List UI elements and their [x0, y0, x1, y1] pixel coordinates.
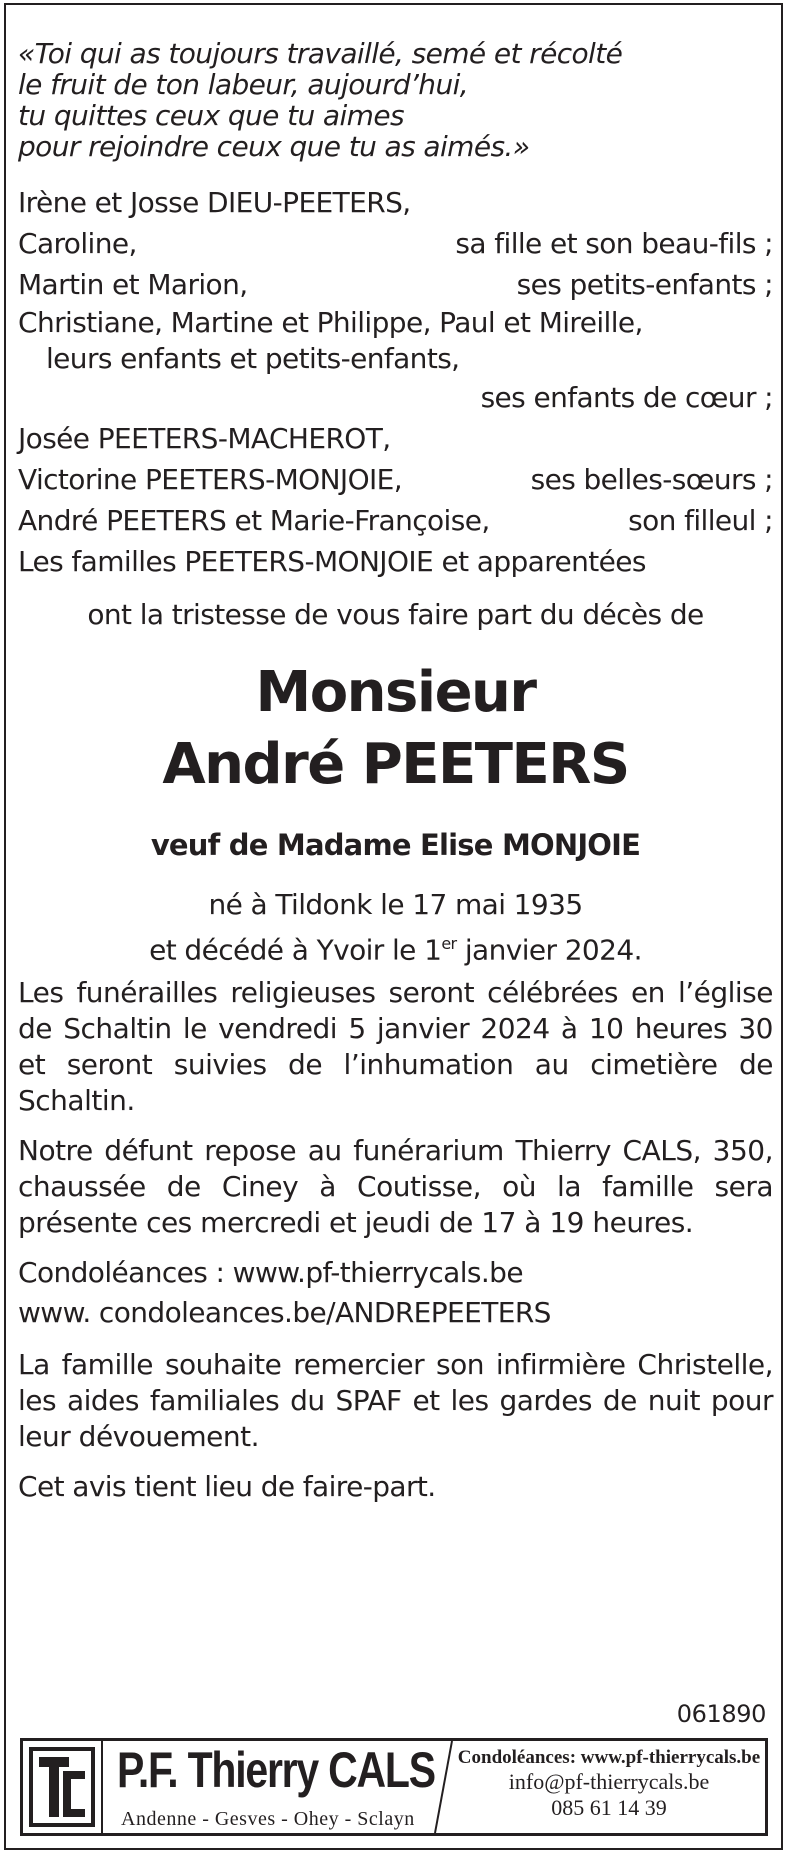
brand-towns: Andenne - Gesves - Ohey - Sclayn: [121, 1808, 415, 1830]
poem-line: le fruit de ton labeur, aujourd’hui,: [18, 68, 469, 101]
brand-block: [103, 1741, 453, 1833]
family-relation: son filleul ;: [628, 504, 773, 537]
condolences-website[interactable]: Condoléances: www.pf-thierrycals.be: [457, 1747, 761, 1768]
family-relation: sa fille et son beau-fils ;: [455, 227, 773, 260]
deceased-name-block: [18, 657, 773, 801]
family-member: Victorine PEETERS-MONJOIE,: [18, 463, 403, 496]
poem-line: tu quittes ceux que tu aimes: [18, 99, 404, 132]
death-superscript: er: [441, 934, 457, 953]
reference-number: 061890: [676, 1700, 766, 1728]
rest-paragraph: Notre défunt repose au funérarium Thierry CALS, 350, chaussée de Ciney à Coutisse, où la famille sera présente ces mercredi et jeudi de 17 à 19 heures.: [18, 1134, 773, 1240]
poem: [18, 38, 773, 162]
birth-line: né à Tildonk le 17 mai 1935: [208, 888, 583, 921]
family-line: [18, 264, 773, 305]
family-relation: ses belles-sœurs ;: [530, 463, 773, 496]
brand-name: P.F. Thierry CALS: [117, 1742, 435, 1798]
obituary-content: [18, 38, 773, 1507]
thanks-paragraph: La famille souhaite remercier son infirmière Christelle, les aides familiales du SPAF et les gardes de nuit pour leur dévouement.: [18, 1348, 773, 1454]
poem-line: pour rejoindre ceux que tu as aimés.»: [18, 130, 530, 163]
family-line: Christiane, Martine et Philippe, Paul et Mireille,: [18, 306, 643, 339]
family-line: [18, 459, 773, 500]
funeral-paragraph: Les funérailles religieuses seront célébrées en l’église de Schaltin le vendredi 5 janvier 2024 à 10 heures 30 et seront suivies de l’inhumation au cimetière de Schaltin.: [18, 976, 773, 1118]
funeral-home-banner: [20, 1738, 768, 1836]
deceased-title: Monsieur: [255, 660, 536, 725]
deceased-name: André PEETERS: [162, 732, 629, 797]
family-line: [18, 500, 773, 541]
family-relation: ses enfants de cœur ;: [480, 381, 773, 414]
family-member: Martin et Marion,: [18, 268, 248, 301]
poem-line: «Toi qui as toujours travaillé, semé et récolté: [18, 37, 623, 70]
family-line: leurs enfants et petits-enfants,: [46, 342, 460, 375]
family-relation: ses petits-enfants ;: [516, 268, 773, 301]
family-member: Caroline,: [18, 227, 137, 260]
condolences-line: www. condoleances.be/ANDREPEETERS: [18, 1296, 551, 1330]
contact-phone[interactable]: 085 61 14 39: [551, 1795, 667, 1820]
family-line: Josée PEETERS-MACHEROT,: [18, 422, 391, 455]
widow-line: veuf de Madame Elise MONJOIE: [150, 828, 641, 862]
notice-line: Cet avis tient lieu de faire-part.: [18, 1470, 436, 1504]
death-line: [18, 924, 773, 969]
death-text-end: janvier 2024.: [456, 933, 642, 967]
family-list: [18, 182, 773, 582]
contact-email[interactable]: info@pf-thierrycals.be: [508, 1769, 710, 1794]
tc-logo-icon: [23, 1741, 103, 1833]
announcement-intro: ont la tristesse de vous faire part du décès de: [87, 598, 704, 631]
family-member: André PEETERS et Marie-Françoise,: [18, 504, 490, 537]
death-text: et décédé à Yvoir le 1: [149, 933, 442, 967]
dates: [18, 885, 773, 969]
condolences-line: Condoléances : www.pf-thierrycals.be: [18, 1256, 523, 1290]
contact-block: [453, 1741, 765, 1833]
family-line: [18, 223, 773, 264]
family-line: Irène et Josse DIEU-PEETERS,: [18, 186, 411, 219]
family-line: Les familles PEETERS-MONJOIE et apparentées: [18, 545, 646, 578]
divider-slash-icon: [433, 1741, 453, 1833]
